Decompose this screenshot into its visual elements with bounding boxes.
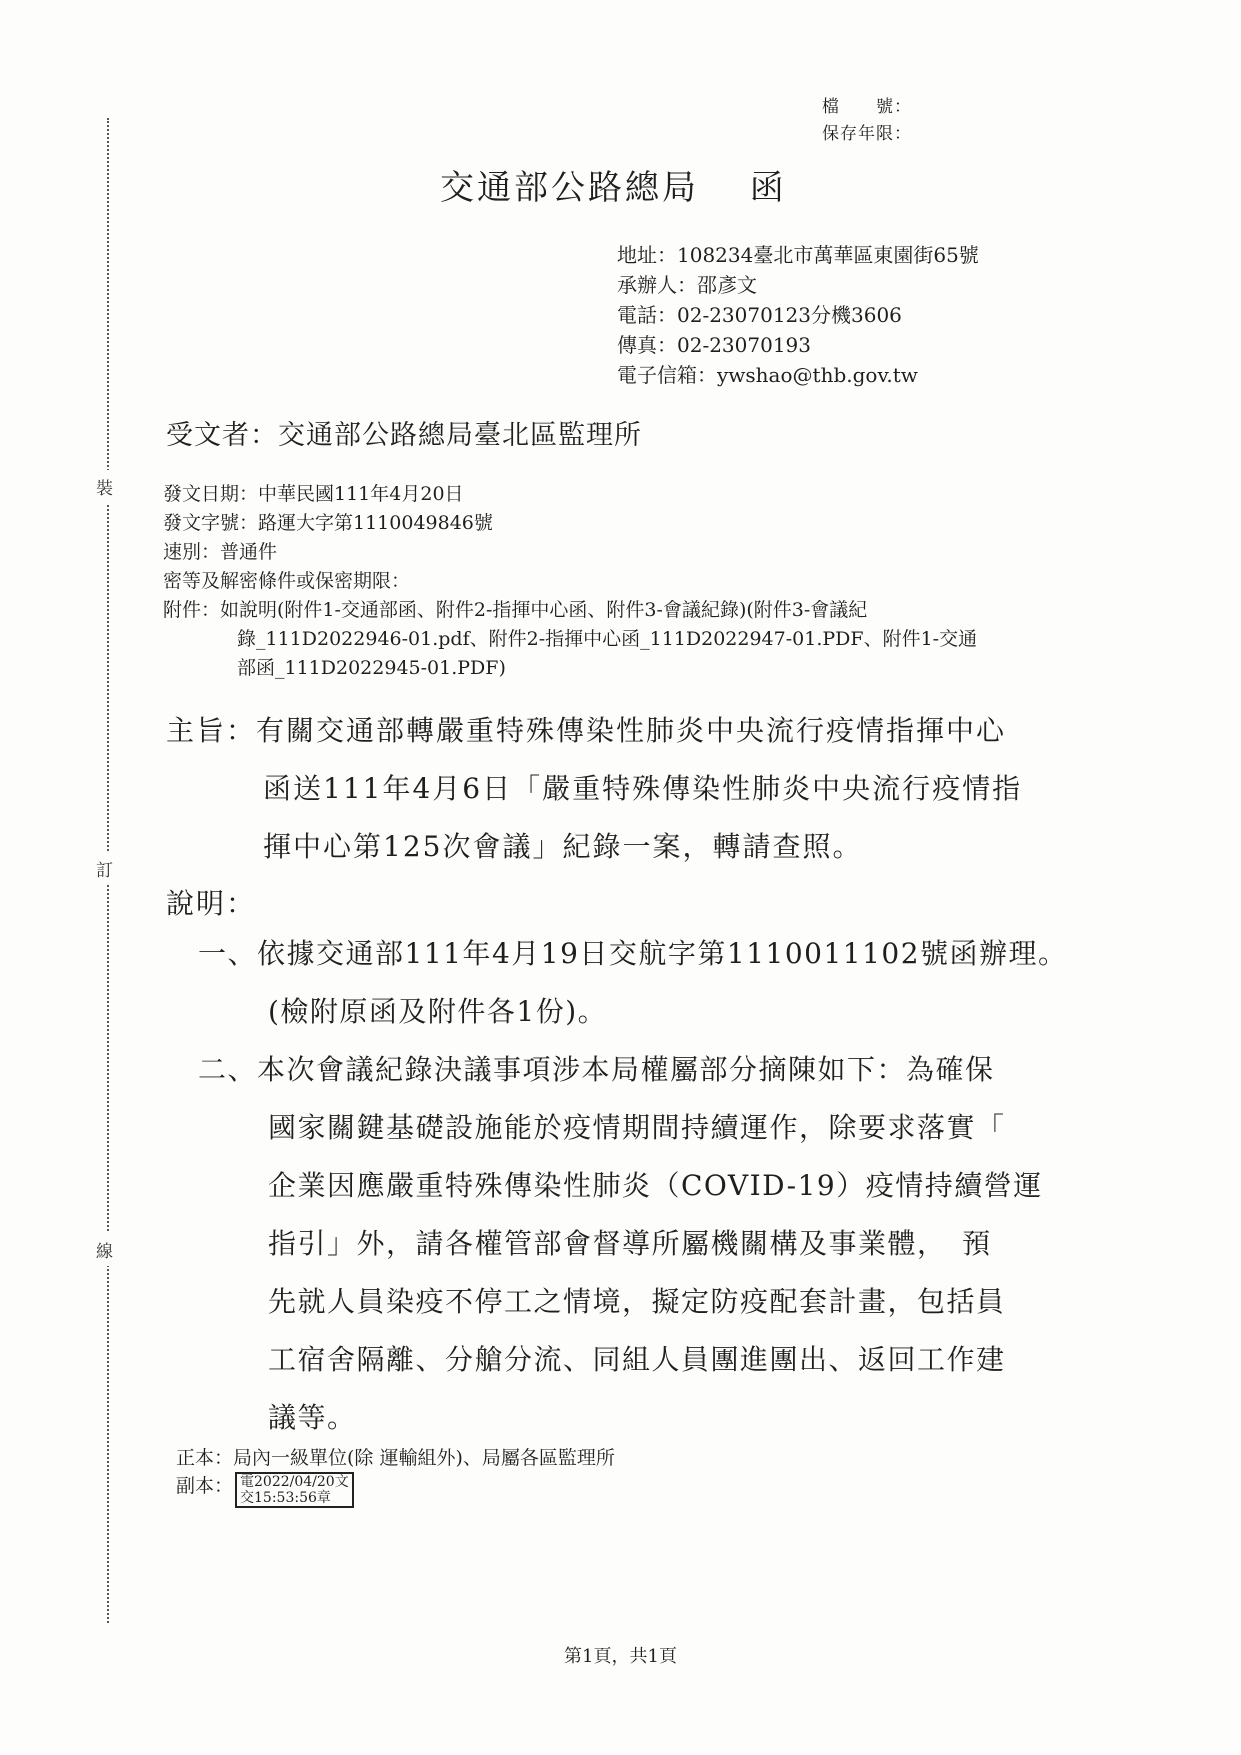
- file-number: 檔 號：: [822, 97, 912, 117]
- document-title: 交通部公路總局 函: [440, 168, 787, 208]
- item-2-line-5: 先就人員染疫不停工之情境，擬定防疫配套計畫，包括員: [268, 1285, 1006, 1318]
- binding-mark-xian: 線: [96, 1233, 113, 1266]
- subject-line-2: 函送111年4月6日「嚴重特殊傳染性肺炎中央流行疫情指: [263, 772, 1023, 805]
- retention-period: 保存年限：: [822, 124, 912, 144]
- issue-date: 發文日期：中華民國111年4月20日: [163, 483, 464, 505]
- stamp-line-2: 交15:53:56章: [240, 1490, 331, 1506]
- attachments-line-1: 附件：如說明(附件1-交通部函、附件2-指揮中心函、附件3-會議紀錄)(附件3-會議紀: [163, 599, 868, 621]
- stamp-line-1: 電2022/04/20文: [240, 1474, 349, 1490]
- distribution-block: [176, 1444, 615, 1508]
- attachments-line-2: 錄_111D2022946-01.pdf、附件2-指揮中心函_111D2022947-01.PDF、附件1-交通: [237, 628, 978, 650]
- email: 電子信箱：ywshao@thb.gov.tw: [617, 363, 918, 387]
- item-1-line-1: 一、依據交通部111年4月19日交航字第1110011102號函辦理。: [198, 937, 1068, 970]
- item-2-line-7: 議等。: [268, 1401, 357, 1434]
- address: 地址：108234臺北市萬華區東園街65號: [617, 243, 979, 267]
- phone: 電話：02-23070123分機3606: [617, 303, 902, 327]
- contact-block: [617, 240, 979, 390]
- copy-label: 副本：: [176, 1475, 234, 1497]
- explanation-items: [198, 925, 1078, 1447]
- binding-mark-zhuang: 裝: [96, 470, 113, 503]
- item-2-line-6: 工宿舍隔離、分艙分流、同組人員團進團出、返回工作建: [268, 1343, 1006, 1376]
- fax: 傳真：02-23070193: [617, 333, 812, 357]
- meta-block: [163, 480, 1083, 683]
- item-2-line-3: 企業因應嚴重特殊傳染性肺炎（COVID-19）疫情持續營運: [268, 1169, 1043, 1202]
- original-recipients: 正本：局內一級單位(除 運輸組外)、局屬各區監理所: [176, 1447, 615, 1469]
- attachments-line-3: 部函_111D2022945-01.PDF): [237, 657, 506, 679]
- item-2-line-4: 指引」外，請各權管部會督導所屬機關構及事業體， 預: [268, 1227, 992, 1260]
- item-2-line-2: 國家關鍵基礎設施能於疫情期間持續運作，除要求落實「: [268, 1111, 1006, 1144]
- subject: [166, 702, 1086, 876]
- handler: 承辦人：邵彥文: [617, 273, 757, 297]
- subject-line-3: 揮中心第125次會議」紀錄一案，轉請查照。: [263, 830, 863, 863]
- archive-info: [822, 94, 912, 148]
- recipient: 受文者：交通部公路總局臺北區監理所: [166, 420, 642, 451]
- item-1-line-2: (檢附原函及附件各1份)。: [268, 995, 608, 1028]
- document-number: 發文字號：路運大字第1110049846號: [163, 512, 493, 534]
- page-number: 第1頁，共1頁: [564, 1646, 677, 1667]
- subject-line-1: 主旨：有關交通部轉嚴重特殊傳染性肺炎中央流行疫情指揮中心: [166, 714, 1007, 747]
- speed-class: 速別：普通件: [163, 541, 278, 563]
- item-2-line-1: 二、本次會議紀錄決議事項涉本局權屬部分摘陳如下：為確保: [198, 1053, 995, 1086]
- explanation-heading: 說明：: [166, 887, 257, 920]
- electronic-exchange-stamp: [235, 1472, 354, 1508]
- secrecy-class: 密等及解密條件或保密期限：: [163, 570, 411, 592]
- binding-mark-ding: 訂: [96, 852, 113, 885]
- copy-line: [176, 1472, 615, 1508]
